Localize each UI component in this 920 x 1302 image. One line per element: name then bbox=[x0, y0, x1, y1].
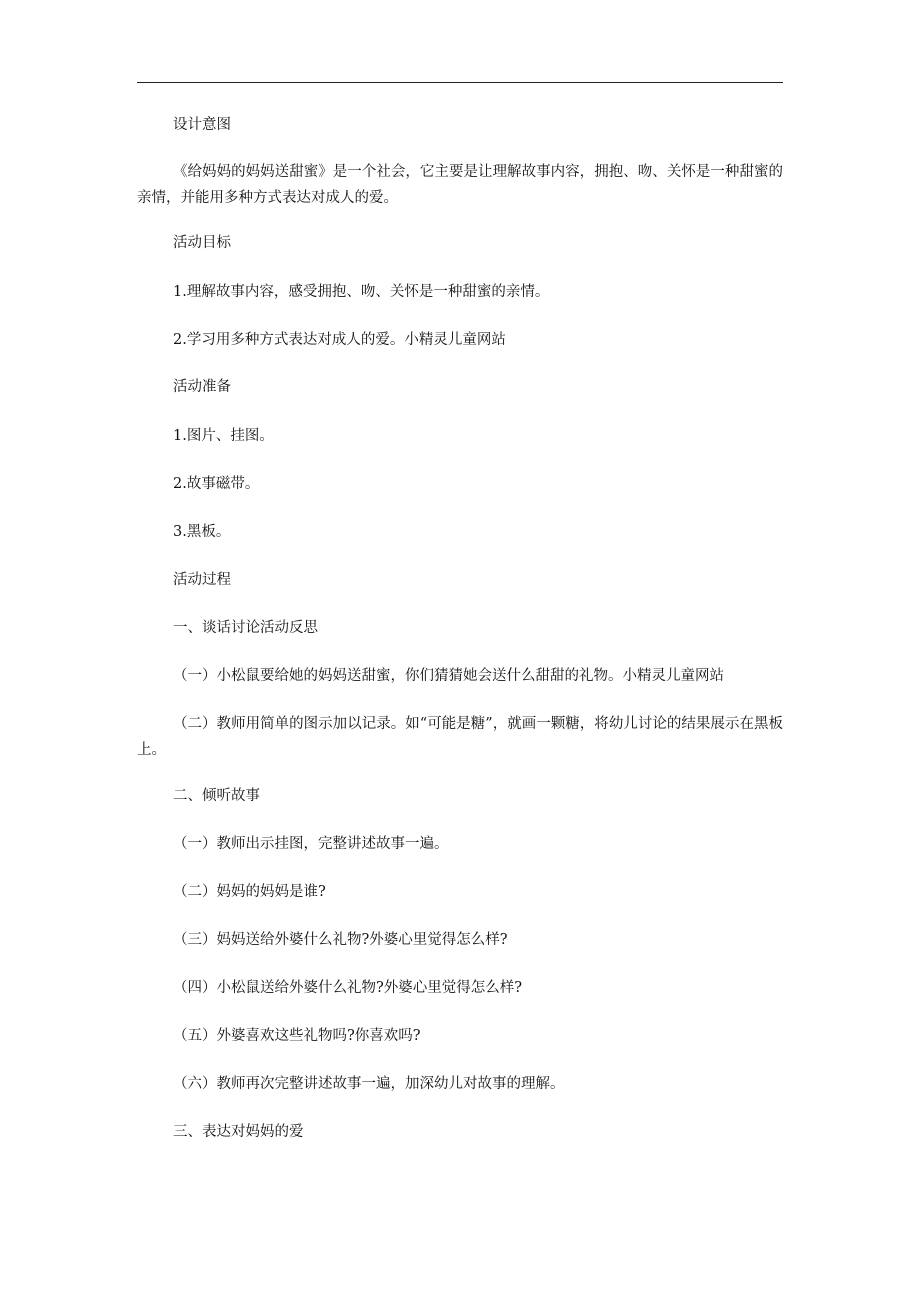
process-item-2-3: （三）妈妈送给外婆什么礼物?外婆心里觉得怎么样? bbox=[173, 932, 508, 948]
heading-activity-process: 活动过程 bbox=[173, 572, 231, 588]
heading-design-intent: 设计意图 bbox=[173, 117, 231, 133]
header-rule bbox=[137, 82, 783, 83]
prep-item-1: 1.图片、挂图。 bbox=[173, 428, 274, 444]
paragraph-design-intent: 《给妈妈的妈妈送甜蜜》是一个社会，它主要是让理解故事内容，拥抱、吻、关怀是一种甜蜜的亲情，并能用多种方式表达对成人的爱。 bbox=[137, 164, 783, 206]
heading-activity-prep: 活动准备 bbox=[173, 379, 231, 395]
heading-activity-goals: 活动目标 bbox=[173, 235, 231, 251]
goal-item-2: 2.学习用多种方式表达对成人的爱。小精灵儿童网站 bbox=[173, 332, 506, 348]
process-item-2-4: （四）小松鼠送给外婆什么礼物?外婆心里觉得怎么样? bbox=[173, 980, 523, 996]
goal-item-1: 1.理解故事内容，感受拥抱、吻、关怀是一种甜蜜的亲情。 bbox=[173, 284, 550, 300]
process-item-1-1: （一）小松鼠要给她的妈妈送甜蜜，你们猜猜她会送什么甜甜的礼物。小精灵儿童网站 bbox=[173, 668, 724, 684]
section-heading-3: 三、表达对妈妈的爱 bbox=[173, 1124, 304, 1140]
prep-item-2: 2.故事磁带。 bbox=[173, 476, 260, 492]
process-item-2-6: （六）教师再次完整讲述故事一遍，加深幼儿对故事的理解。 bbox=[173, 1076, 565, 1092]
process-item-2-5: （五）外婆喜欢这些礼物吗?你喜欢吗? bbox=[173, 1028, 421, 1044]
process-item-2-1: （一）教师出示挂图，完整讲述故事一遍。 bbox=[173, 836, 449, 852]
section-heading-1: 一、谈话讨论活动反思 bbox=[173, 620, 318, 636]
section-heading-2: 二、倾听故事 bbox=[173, 788, 260, 804]
process-item-2-2: （二）妈妈的妈妈是谁? bbox=[173, 884, 326, 900]
prep-item-3: 3.黑板。 bbox=[173, 524, 231, 540]
process-item-1-2: （二）教师用简单的图示加以记录。如“可能是糖”，就画一颗糖，将幼儿讨论的结果展示在黑板上。 bbox=[137, 716, 783, 758]
